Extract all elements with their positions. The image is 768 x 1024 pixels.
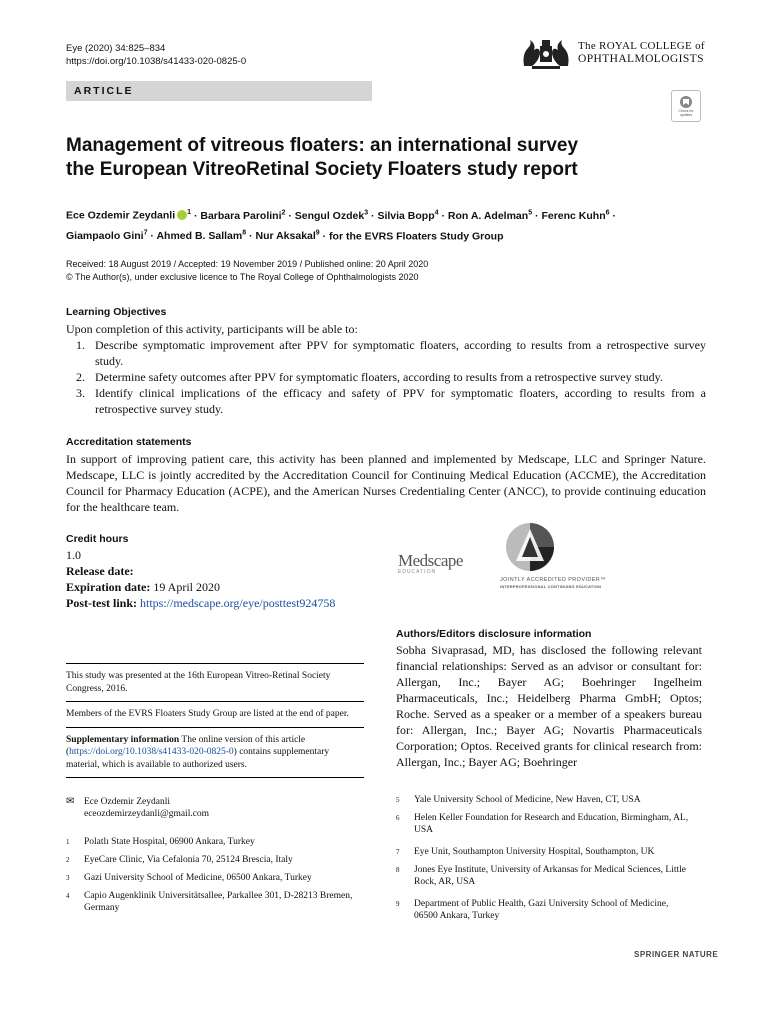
author-name[interactable]: Ferenc Kuhn (541, 209, 606, 222)
author-list (66, 204, 711, 245)
journal-info (66, 42, 246, 68)
citation: Eye (2020) 34:825–834 (66, 43, 166, 54)
disclosure-heading: Authors/Editors disclosure information (396, 628, 592, 640)
objective-item (66, 369, 706, 385)
check-updates-label: Check for updates (678, 109, 694, 117)
dates-line: Received: 18 August 2019 / Accepted: 19 November 2019 / Published online: 20 April 2020 (66, 259, 429, 269)
accreditation-text: In support of improving patient care, this activity has been planned and implemented by Medscape, LLC and Springer Nature. Medscape, LLC is jointly accredited by the Accreditation Council for Continuing Medical Education (ACCME), the Accreditation Council for Pharmacy Education (ACPE), and the American Nurses Credentialing Center (ANCC), to provide continuing education for the healthcare team. (66, 452, 706, 514)
release-date-label: Release date: (66, 564, 134, 578)
society-name-line2: OPHTHALMOLOGISTS (578, 53, 704, 65)
article-type-bar: ARTICLE (66, 81, 372, 101)
correspondence-name: Ece Ozdemir Zeydanli (84, 797, 170, 807)
study-group: for the EVRS Floaters Study Group (329, 230, 504, 242)
members-note: Members of the EVRS Floaters Study Group are listed at the end of paper. (66, 709, 349, 719)
society-name-line1: The ROYAL COLLEGE of (578, 40, 705, 52)
objectives-heading: Learning Objectives (66, 306, 167, 318)
affiliation-marker: 9 (315, 229, 320, 237)
title-line-2: the European VitreoRetinal Society Floaters study report (66, 159, 578, 180)
objective-number: 1. (76, 338, 85, 352)
affiliation-marker: 4 (434, 209, 439, 216)
affiliation-number: 4 (66, 892, 70, 900)
article-history (66, 258, 428, 284)
credit-block (66, 531, 396, 611)
envelope-icon: ✉ (66, 796, 75, 807)
affiliation-number: 9 (396, 900, 400, 908)
disclosure-text: Sobha Sivaprasad, MD, has disclosed the following relevant financial relationships: Served as an advisor or consultant for: Allergan, Inc.; Bayer AG; Boehringer Ingelheim Pharmaceuticals, Inc.; Heidelberg Pharma GmbH; Optos; Roche. Served as a speaker or a member of a speakers bureau for: Allergan, Inc.; Bayer AG; Novartis Pharmaceuticals Corporation; Optos. Received grants for clinical research from: Allergan, Inc.; Bayer AG; Boehringer (396, 643, 702, 769)
accreditation-heading: Accreditation statements (66, 436, 192, 448)
bookmark-icon (678, 95, 694, 109)
medscape-sub: EDUCATION (398, 569, 437, 575)
jointly-accredited-icon (500, 521, 560, 573)
author-name[interactable]: Ron A. Adelman (447, 209, 529, 222)
article-title (66, 134, 706, 182)
expiration-value: 19 April 2020 (153, 580, 221, 594)
author-name[interactable]: Barbara Parolini (200, 209, 282, 222)
title-line-1: Management of vitreous floaters: an international survey (66, 135, 579, 156)
posttest-link[interactable]: https://medscape.org/eye/posttest924758 (140, 596, 336, 610)
presented-note: This study was presented at the 16th European Vitreo-Retinal Society Congress, 2016. (66, 671, 331, 694)
accredited-provider-sub: INTERPROFESSIONAL CONTINUING EDUCATION (500, 585, 602, 589)
affiliation-text: Gazi University School of Medicine, 06500 Ankara, Turkey (84, 873, 312, 883)
correspondence-email[interactable]: eceozdemirzeydanli@gmail.com (84, 809, 210, 819)
affiliation-text: Yale University School of Medicine, New Haven, CT, USA (414, 795, 641, 805)
affiliation-text: EyeCare Clinic, Via Cefalonia 70, 25124 Brescia, Italy (84, 855, 293, 865)
affiliation-marker: 5 (528, 209, 533, 216)
doi-link[interactable]: https://doi.org/10.1038/s41433-020-0825-0 (66, 56, 247, 67)
crest-icon (518, 36, 574, 72)
affiliation-text: Jones Eye Institute, University of Arkansas for Medical Sciences, Little Rock, AR, USA (414, 865, 687, 887)
expiration-label: Expiration date: (66, 580, 151, 594)
affiliation-number: 3 (66, 874, 70, 882)
objective-item (66, 337, 706, 369)
author-line-2: Giampaolo Gini$^7$ · Ahmed B. Sallam$^8$ · Nur Aksakal$^9$ · for the EVRS Floaters Study Group (66, 229, 504, 242)
author-name[interactable]: Sengul Ozdek (294, 209, 365, 222)
objective-text: Identify clinical implications of the efficacy and safety of PPV for symptomatic floaters, according to results from a retrospective survey study. (95, 386, 706, 416)
author-name[interactable]: Ahmed B. Sallam (156, 230, 243, 242)
affiliation-marker: 2 (281, 209, 286, 216)
license-line: © The Author(s), under exclusive licence to The Royal College of Ophthalmologists 2020 (66, 272, 419, 282)
affiliation-marker: 7 (143, 229, 148, 237)
affiliation-number: 5 (396, 796, 400, 804)
affiliation-marker: 3 (364, 209, 369, 216)
objective-text: Determine safety outcomes after PPV for symptomatic floaters, according to results from a retrospective survey study. (95, 370, 663, 384)
author-name[interactable]: Giampaolo Gini (66, 230, 144, 242)
credit-hours-value: 1.0 (66, 548, 81, 562)
affiliation-text: Helen Keller Foundation for Research and Education, Birmingham, AL, USA (414, 813, 689, 835)
supplementary-note: Supplementary information The online version of this article (https://doi.org/10.1038/s41433-020-0825-0) contains supplementary material, which is available to authorized users. (66, 734, 330, 770)
affiliation-number: 7 (396, 848, 400, 856)
affiliation-number: 2 (66, 856, 70, 864)
objective-number: 3. (76, 386, 85, 400)
objective-text: Describe symptomatic improvement after PPV for symptomatic floaters, according to results from a retrospective survey study. (95, 338, 706, 368)
credit-heading: Credit hours (66, 533, 129, 545)
accredited-provider-label: JOINTLY ACCREDITED PROVIDER™ (500, 577, 607, 583)
medscape-logo (396, 521, 607, 596)
affiliation-number: 6 (396, 814, 400, 822)
affiliation-text: Capio Augenklinik Universitätsallee, Parkallee 301, D-28213 Bremen, Germany (84, 891, 353, 913)
affiliation-marker: 6 (605, 209, 610, 216)
footnotes (66, 663, 364, 778)
objectives-intro: Upon completion of this activity, participants will be able to: (66, 322, 358, 336)
affiliation-text: Department of Public Health, Gazi University School of Medicine, 06500 Ankara, Turkey (414, 899, 669, 921)
objective-number: 2. (76, 370, 85, 384)
supplementary-link[interactable]: https://doi.org/10.1038/s41433-020-0825-0 (69, 747, 234, 757)
correspondence (66, 796, 364, 820)
affiliation-marker: 8 (242, 229, 247, 237)
objectives-list (66, 337, 706, 417)
check-for-updates-button[interactable] (671, 90, 701, 122)
posttest-label: Post-test link: (66, 596, 137, 610)
orcid-icon[interactable] (177, 210, 187, 220)
affiliation-text: Eye Unit, Southampton University Hospital, Southampton, UK (414, 847, 655, 857)
society-logo (518, 36, 708, 72)
medscape-name: Medscape (398, 551, 463, 570)
author-line-1: Ece Ozdemir Zeydanli $^1$ · Barbara Parolini$^2$ · Sengul Ozdek$^3$ · Silvia Bopp$^4$ · Ron A. Adelman$^5$ · Ferenc Kuhn$^6$ · (66, 209, 616, 222)
author-name[interactable]: Silvia Bopp (377, 209, 435, 222)
author-name[interactable]: Nur Aksakal (255, 230, 316, 242)
objective-item (66, 385, 706, 417)
publisher-logo: SPRINGER NATURE (634, 950, 719, 959)
affiliation-text: Polatlı State Hospital, 06900 Ankara, Turkey (84, 837, 255, 847)
author-name[interactable]: Ece Ozdemir Zeydanli (66, 209, 176, 222)
affiliation-number: 8 (396, 866, 400, 874)
affiliation-number: 1 (66, 838, 70, 846)
supplementary-label: Supplementary information (66, 734, 180, 745)
